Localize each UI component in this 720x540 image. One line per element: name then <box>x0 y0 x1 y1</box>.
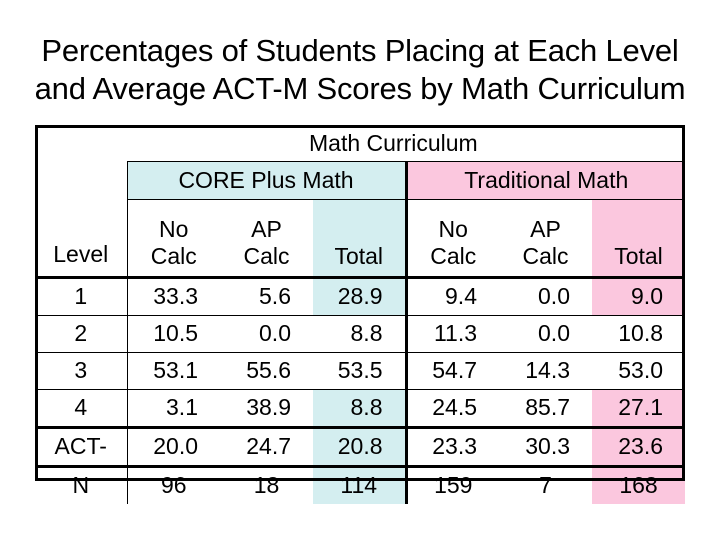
core-ap-calc-header <box>220 200 313 278</box>
core-no-calc-header <box>127 200 220 278</box>
cell-core-no-calc: 10.5 <box>127 315 220 352</box>
cell-core-ap-calc: 24.7 <box>220 427 313 466</box>
core-total-header: Total <box>313 200 406 278</box>
cell-core-total: 28.9 <box>313 277 406 315</box>
cell-core-ap-calc: 55.6 <box>220 352 313 389</box>
slide-title <box>0 32 720 108</box>
header-line: Calc <box>430 242 477 269</box>
corner-cell <box>35 125 127 162</box>
row-label: 1 <box>35 277 127 315</box>
cell-trad-no-calc: 23.3 <box>406 427 499 466</box>
row-label: 2 <box>35 315 127 352</box>
cell-trad-no-calc: 24.5 <box>406 389 499 427</box>
corner-cell <box>35 162 127 200</box>
title-line-2: and Average ACT-M Scores by Math Curriculum <box>34 71 686 106</box>
trad-no-calc-header <box>406 200 499 278</box>
table-row <box>35 277 685 315</box>
header-line: AP <box>251 215 282 242</box>
cell-trad-no-calc: 159 <box>406 466 499 504</box>
cell-trad-no-calc: 9.4 <box>406 277 499 315</box>
header-line: Calc <box>150 242 197 269</box>
cell-core-total: 114 <box>313 466 406 504</box>
trad-ap-calc-header <box>499 200 592 278</box>
cell-core-no-calc: 3.1 <box>127 389 220 427</box>
row-label: 3 <box>35 352 127 389</box>
cell-trad-total: 23.6 <box>592 427 685 466</box>
cell-trad-ap-calc: 14.3 <box>499 352 592 389</box>
cell-core-ap-calc: 38.9 <box>220 389 313 427</box>
table-row <box>35 389 685 427</box>
cell-core-total: 8.8 <box>313 315 406 352</box>
table-row <box>35 315 685 352</box>
cell-trad-no-calc: 54.7 <box>406 352 499 389</box>
row-label: ACT- <box>35 427 127 466</box>
title-line-1: Percentages of Students Placing at Each Level <box>41 33 679 68</box>
traditional-group-header: Traditional Math <box>406 162 685 200</box>
cell-core-no-calc: 96 <box>127 466 220 504</box>
core-plus-group-header: CORE Plus Math <box>127 162 406 200</box>
math-curriculum-header: Math Curriculum <box>127 125 685 162</box>
cell-core-no-calc: 53.1 <box>127 352 220 389</box>
table-row <box>35 427 685 466</box>
table-row <box>35 352 685 389</box>
cell-core-no-calc: 33.3 <box>127 277 220 315</box>
cell-trad-total: 10.8 <box>592 315 685 352</box>
placement-table <box>35 125 685 504</box>
cell-trad-ap-calc: 7 <box>539 472 552 498</box>
table-row <box>35 466 685 504</box>
header-line: Calc <box>522 242 569 269</box>
cell-trad-ap-calc: 30.3 <box>499 427 592 466</box>
cell-trad-total: 53.0 <box>592 352 685 389</box>
header-line: No <box>438 215 468 242</box>
cell-core-ap-calc: 5.6 <box>220 277 313 315</box>
cell-core-ap-calc: 18 <box>253 472 280 498</box>
cell-core-total: 20.8 <box>313 427 406 466</box>
cell-core-ap-calc: 0.0 <box>220 315 313 352</box>
header-line: AP <box>530 215 561 242</box>
cell-trad-ap-calc: 0.0 <box>499 315 592 352</box>
row-label: 4 <box>35 389 127 427</box>
trad-total-header: Total <box>592 200 685 278</box>
cell-trad-total: 27.1 <box>592 389 685 427</box>
cell-core-total: 53.5 <box>313 352 406 389</box>
level-column-header: Level <box>35 200 127 278</box>
cell-trad-ap-calc: 85.7 <box>499 389 592 427</box>
cell-trad-total: 168 <box>592 466 685 504</box>
cell-trad-no-calc: 11.3 <box>406 315 499 352</box>
header-line: No <box>159 215 189 242</box>
cell-core-total: 8.8 <box>313 389 406 427</box>
row-label: N <box>72 472 90 498</box>
header-line: Calc <box>243 242 290 269</box>
cell-trad-ap-calc: 0.0 <box>499 277 592 315</box>
cell-core-no-calc: 20.0 <box>127 427 220 466</box>
cell-trad-total: 9.0 <box>592 277 685 315</box>
